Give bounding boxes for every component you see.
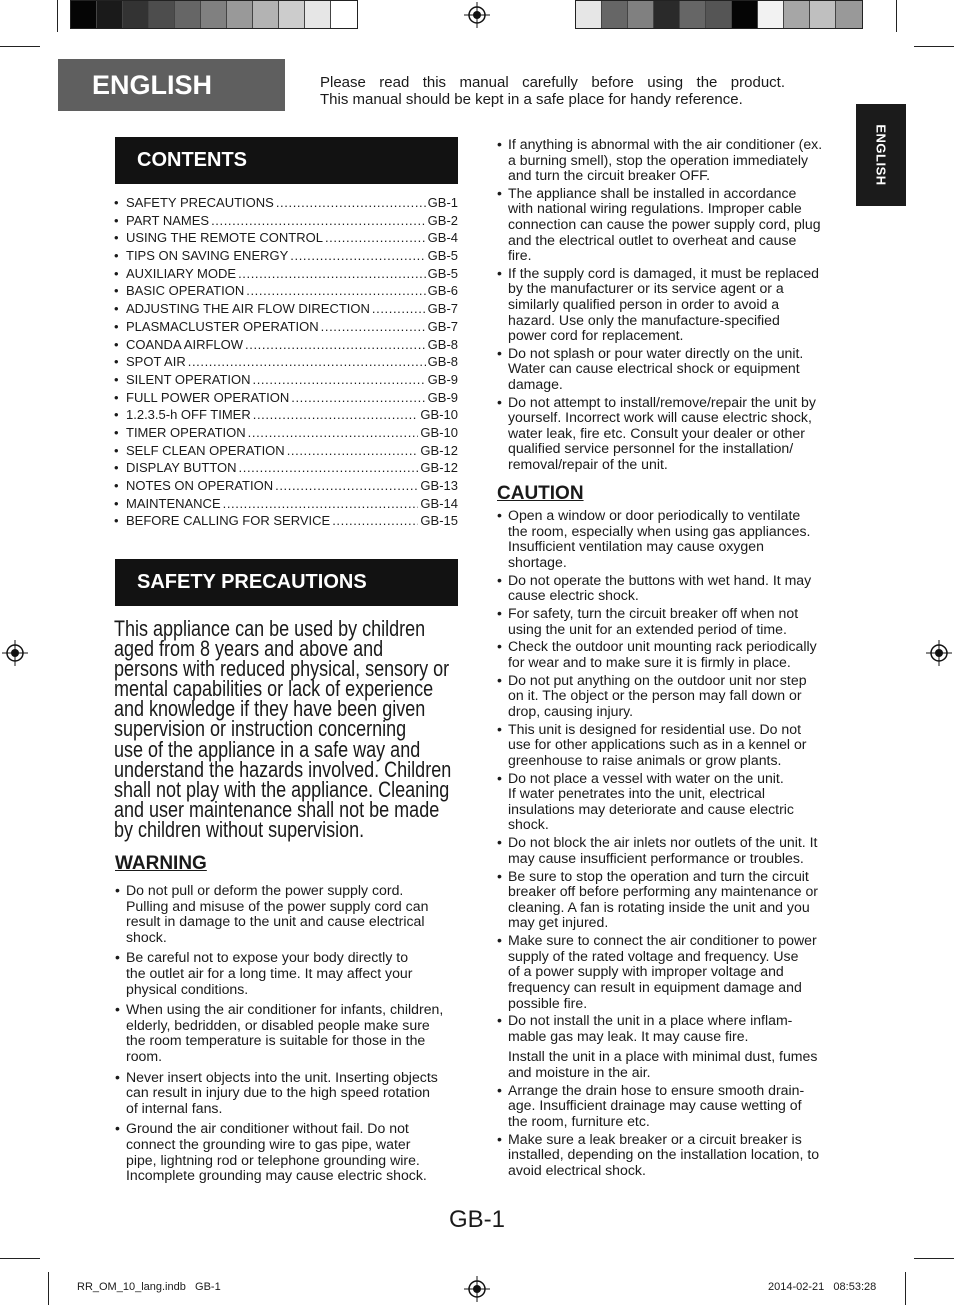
- color-swatch: [706, 1, 732, 28]
- statement-line: persons with reduced physical, sensory or: [114, 656, 450, 682]
- bullet-line: of a power supply with improper voltage and: [508, 963, 784, 980]
- caution-note: [497, 1049, 847, 1080]
- bullet-line: pipe, lightning rod or telephone grounding wire.: [126, 1151, 420, 1168]
- bullet-line: connection can cause the power supply cord, plug: [508, 215, 821, 232]
- side-tab-label: ENGLISH: [873, 124, 889, 186]
- bullet-line: • The appliance shall be installed in accordance: [508, 184, 797, 201]
- language-title: ENGLISH: [58, 59, 285, 111]
- color-bar-left: [70, 0, 358, 29]
- bullet-line: connect the grounding wire to gas pipe, water: [126, 1135, 411, 1152]
- bullet-line: possible fire.: [508, 994, 588, 1011]
- toc-label: BEFORE CALLING FOR SERVICE: [126, 513, 331, 529]
- statement-line: and user maintenance shall not be made: [114, 796, 440, 822]
- color-swatch: [97, 1, 123, 28]
- toc-label: FULL POWER OPERATION: [126, 389, 290, 405]
- crop-mark: [914, 46, 954, 47]
- color-swatch: [628, 1, 654, 28]
- toc-label: DISPLAY BUTTON: [126, 460, 237, 476]
- safety-heading: SAFETY PRECAUTIONS: [115, 559, 458, 606]
- bullet-line: similarly qualified person in order to avoid a: [508, 295, 780, 312]
- color-swatch: [331, 1, 357, 28]
- toc-label: PLASMACLUSTER OPERATION: [126, 318, 319, 334]
- statement-line: shall not play with the appliance. Cleaning: [114, 776, 450, 802]
- bullet-line: result in damage to the unit and cause electrical: [126, 913, 425, 930]
- toc-item: [114, 247, 458, 265]
- bullet-line: power cord for replacement.: [508, 327, 684, 344]
- bullet-item: [497, 346, 847, 393]
- toc-label: SAFETY PRECAUTIONS: [126, 195, 274, 210]
- toc-bullet: •: [114, 212, 119, 228]
- toc-page: GB-13: [420, 478, 458, 493]
- note-line: and moisture in the air.: [508, 1064, 651, 1081]
- toc-page: GB-8: [427, 336, 458, 352]
- color-swatch: [175, 1, 201, 28]
- bullet-line: and the electrical outlet to overheat and cause: [508, 231, 797, 248]
- toc-bullet: •: [114, 495, 119, 511]
- color-swatch: [201, 1, 227, 28]
- warning-list-left: [115, 883, 465, 1189]
- bullet-line: • Do not pull or deform the power supply cord.: [126, 882, 404, 898]
- toc-leader: [287, 442, 419, 460]
- bullet-line: • Do not block the air inlets nor outlets of the unit. It: [508, 834, 818, 851]
- color-swatch: [149, 1, 175, 28]
- toc-leader: [248, 424, 419, 442]
- footer-file-info: RR_OM_10_lang.indb GB-1: [77, 1281, 221, 1293]
- bullet-line: Water can cause electrical shock or equipment: [508, 360, 800, 377]
- bullet-line: a burning smell), stop the operation immediately: [508, 151, 809, 168]
- page-number: GB-1: [449, 1206, 506, 1233]
- toc-page: GB-2: [427, 212, 458, 228]
- crop-mark: [57, 0, 58, 32]
- toc-item: [114, 300, 458, 318]
- toc-item: [114, 336, 458, 354]
- color-swatch: [71, 1, 97, 28]
- bullet-line: • Make sure to connect the air conditioner to power: [508, 932, 817, 949]
- bullet-item: [115, 950, 465, 997]
- bullet-line: frequency can result in equipment damage and: [508, 978, 802, 995]
- bullet-line: • Do not install the unit in a place where inflam-: [508, 1012, 793, 1029]
- toc-bullet: •: [114, 230, 119, 246]
- toc-bullet: •: [114, 442, 119, 458]
- bullet-line: • If anything is abnormal with the air conditioner (ex.: [508, 136, 823, 152]
- toc-bullet: •: [114, 513, 119, 529]
- toc-leader: [245, 336, 426, 354]
- bullet-line: can result in injury due to the high speed rotation: [126, 1084, 430, 1101]
- toc-leader: [372, 300, 426, 318]
- toc-label: BASIC OPERATION: [126, 283, 245, 299]
- toc-page: GB-5: [427, 248, 458, 264]
- bullet-line: • Be sure to stop the operation and turn the circuit: [508, 867, 809, 884]
- bullet-line: • When using the air conditioner for infants, children,: [126, 1001, 444, 1018]
- toc-label: SELF CLEAN OPERATION: [126, 442, 285, 458]
- toc-page: GB-1: [427, 195, 458, 210]
- toc-bullet: •: [114, 424, 119, 440]
- bullet-line: may cause insufficient performance or troubles.: [508, 849, 804, 866]
- bullet-line: installed, depending on the installation location, to: [508, 1146, 820, 1163]
- toc-bullet: •: [114, 195, 119, 210]
- bullet-line: Pulling and misuse of the power supply cord can: [126, 897, 429, 914]
- warning-list-right: [497, 137, 847, 474]
- toc-label: USING THE REMOTE CONTROL: [126, 230, 323, 246]
- crop-mark: [914, 1258, 954, 1259]
- toc-item: [114, 424, 458, 442]
- bullet-item: [497, 1013, 847, 1044]
- children-safety-statement: [114, 616, 466, 842]
- registration-mark-icon: [2, 640, 28, 666]
- intro-text: [320, 74, 785, 108]
- bullet-line: yourself. Incorrect work will cause electric shock,: [508, 409, 812, 426]
- toc-page: GB-14: [420, 495, 458, 511]
- bullet-line: the room, furniture etc.: [508, 1112, 650, 1129]
- crop-mark: [0, 46, 40, 47]
- bullet-line: use for other applications such as in a kennel or: [508, 736, 807, 753]
- statement-line: This appliance can be used by children: [114, 616, 426, 641]
- bullet-item: [497, 606, 847, 637]
- color-swatch: [305, 1, 331, 28]
- bullet-line: • Ground the air conditioner without fail. Do not: [126, 1120, 409, 1137]
- bullet-line: • Be careful not to expose your body directly to: [126, 949, 409, 966]
- bullet-item: [115, 1070, 465, 1117]
- bullet-line: Insufficient ventilation may cause oxygen: [508, 538, 764, 555]
- toc-leader: [211, 212, 426, 230]
- bullet-line: Incomplete grounding may cause electric shock.: [126, 1167, 427, 1184]
- bullet-line: • Do not attempt to install/remove/repair the unit by: [508, 393, 816, 410]
- bullet-item: [497, 508, 847, 570]
- bullet-line: removal/repair of the unit.: [508, 455, 668, 472]
- bullet-line: insulations may deteriorate and cause electric: [508, 800, 794, 817]
- bullet-line: • Never insert objects into the unit. Inserting objects: [126, 1068, 438, 1085]
- color-swatch: [253, 1, 279, 28]
- color-swatch: [836, 1, 862, 28]
- registration-mark-icon: [464, 1276, 490, 1302]
- toc-label: SILENT OPERATION: [126, 371, 251, 387]
- statement-line: understand the hazards involved. Children: [114, 756, 452, 782]
- toc-leader: [325, 229, 426, 247]
- crop-mark: [0, 1258, 40, 1259]
- color-swatch: [602, 1, 628, 28]
- toc-leader: [253, 406, 419, 424]
- toc-item: [114, 477, 458, 495]
- bullet-line: qualified service personnel for the installation/: [508, 440, 794, 457]
- bullet-item: [497, 673, 847, 720]
- toc-label: 1.2.3.5-h OFF TIMER: [126, 407, 251, 423]
- bullet-line: the room temperature is suitable for those in the: [126, 1032, 426, 1049]
- contents-heading: CONTENTS: [115, 137, 458, 184]
- bullet-item: [115, 883, 465, 945]
- toc-page: GB-10: [420, 407, 458, 423]
- toc-page: GB-7: [427, 318, 458, 334]
- toc-leader: [246, 282, 425, 300]
- bullet-line: cause electric shock.: [508, 587, 639, 604]
- bullet-line: • Arrange the drain hose to ensure smooth drain-: [508, 1081, 805, 1098]
- toc-bullet: •: [114, 460, 119, 476]
- toc-leader: [253, 371, 426, 389]
- registration-mark-icon: [926, 640, 952, 666]
- toc-item: [114, 318, 458, 336]
- bullet-line: • Open a window or door periodically to ventilate: [508, 507, 801, 523]
- bullet-line: breaker off before performing any maintenance or: [508, 883, 818, 900]
- color-swatch: [654, 1, 680, 28]
- toc-bullet: •: [114, 318, 119, 334]
- toc-item: [114, 229, 458, 247]
- toc-leader: [188, 353, 426, 371]
- toc-item: [114, 282, 458, 300]
- toc-leader: [276, 194, 426, 212]
- bullet-line: • Check the outdoor unit mounting rack periodically: [508, 638, 817, 655]
- bullet-line: damage.: [508, 375, 563, 392]
- bullet-item: [497, 395, 847, 473]
- toc-label: TIPS ON SAVING ENERGY: [126, 248, 289, 264]
- bullet-item: [497, 1132, 847, 1179]
- bullet-line: using the unit for an extended period of time.: [508, 620, 787, 637]
- color-swatch: [279, 1, 305, 28]
- bullet-line: • Do not operate the buttons with wet hand. It may: [508, 571, 812, 588]
- bullet-item: [497, 639, 847, 670]
- bullet-line: room.: [126, 1047, 163, 1064]
- bullet-line: fire.: [508, 247, 532, 264]
- bullet-item: [497, 137, 847, 184]
- bullet-line: of internal fans.: [126, 1099, 223, 1116]
- bullet-line: shock.: [126, 928, 167, 945]
- crop-mark: [48, 1272, 49, 1305]
- bullet-line: physical conditions.: [126, 980, 249, 997]
- toc-bullet: •: [114, 389, 119, 405]
- bullet-item: [497, 771, 847, 833]
- bullet-line: on it. The object or the person may fall down or: [508, 687, 802, 704]
- statement-line: use of the appliance in a safe way and: [114, 736, 421, 762]
- toc-leader: [321, 318, 426, 336]
- bullet-item: [497, 573, 847, 604]
- note-line: Install the unit in a place with minimal dust, fumes: [508, 1048, 818, 1065]
- bullet-line: with national wiring regulations. Improper cable: [508, 200, 802, 217]
- bullet-item: [115, 1121, 465, 1183]
- toc-page: GB-12: [420, 442, 458, 458]
- toc-label: ADJUSTING THE AIR FLOW DIRECTION: [126, 301, 370, 317]
- bullet-item: [497, 186, 847, 264]
- bullet-line: avoid electrical shock.: [508, 1161, 646, 1178]
- bullet-item: [497, 933, 847, 1011]
- toc-label: TIMER OPERATION: [126, 424, 246, 440]
- toc-leader: [291, 389, 425, 407]
- toc-label: COANDA AIRFLOW: [126, 336, 244, 352]
- bullet-line: • Do not splash or pour water directly on the unit.: [508, 344, 804, 361]
- toc-item: [114, 389, 458, 407]
- bullet-item: [497, 266, 847, 344]
- toc-page: GB-6: [427, 283, 458, 299]
- bullet-line: cleaning. A fan is rotating inside the unit and you: [508, 898, 810, 915]
- caution-heading: CAUTION: [497, 483, 584, 504]
- bullet-line: • Make sure a leak breaker or a circuit breaker is: [508, 1130, 802, 1147]
- bullet-line: water leak, fire etc. Consult your dealer or other: [508, 424, 805, 441]
- toc-bullet: •: [114, 248, 119, 264]
- toc-bullet: •: [114, 371, 119, 387]
- toc-leader: [239, 459, 419, 477]
- bullet-line: supply of the rated voltage and frequency. Use: [508, 947, 799, 964]
- toc-leader: [332, 512, 418, 530]
- language-side-tab: [856, 104, 906, 206]
- toc-item: [114, 459, 458, 477]
- color-swatch: [576, 1, 602, 28]
- toc-item: [114, 406, 458, 424]
- bullet-line: • This unit is designed for residential use. Do not: [508, 720, 801, 737]
- color-swatch: [810, 1, 836, 28]
- bullet-line: greenhouse to raise animals or grow plants.: [508, 751, 782, 768]
- bullet-line: hazard. Use only the manufacture-specified: [508, 311, 780, 328]
- footer-timestamp: 2014-02-21 08:53:28: [768, 1281, 877, 1293]
- toc-page: GB-12: [420, 460, 458, 476]
- toc-item: [114, 371, 458, 389]
- bullet-line: by the manufacturer or its service agent or a: [508, 280, 784, 297]
- crop-mark: [896, 0, 897, 32]
- bullet-item: [497, 1083, 847, 1130]
- toc-bullet: •: [114, 265, 119, 281]
- statement-line: mental capabilities or lack of experience: [114, 676, 434, 702]
- toc-label: PART NAMES: [126, 212, 210, 228]
- bullet-item: [497, 835, 847, 866]
- toc-leader: [238, 265, 426, 283]
- color-swatch: [680, 1, 706, 28]
- bullet-line: • Do not put anything on the outdoor unit nor step: [508, 671, 807, 688]
- toc-page: GB-5: [427, 265, 458, 281]
- toc-page: GB-9: [427, 371, 458, 387]
- toc-item: [114, 512, 458, 530]
- color-bar-right: [575, 0, 863, 29]
- bullet-line: may get injured.: [508, 914, 609, 931]
- bullet-line: the room, especially when using gas appliances.: [508, 522, 811, 539]
- toc-label: MAINTENANCE: [126, 495, 221, 511]
- toc-item: [114, 212, 458, 230]
- table-of-contents: [114, 194, 458, 530]
- intro-line: This manual should be kept in a safe place for handy reference.: [320, 91, 743, 108]
- bullet-line: shortage.: [508, 553, 567, 570]
- crop-mark: [905, 1272, 906, 1305]
- bullet-line: mable gas may leak. It may cause fire.: [508, 1027, 749, 1044]
- color-swatch: [123, 1, 149, 28]
- statement-line: aged from 8 years and above and: [114, 636, 384, 662]
- toc-leader: [290, 247, 425, 265]
- toc-item: [114, 442, 458, 460]
- toc-page: GB-4: [427, 230, 458, 246]
- registration-mark-icon: [464, 2, 490, 28]
- toc-bullet: •: [114, 407, 119, 423]
- bullet-line: • For safety, turn the circuit breaker off when not: [508, 604, 799, 621]
- toc-label: SPOT AIR: [126, 354, 186, 370]
- toc-bullet: •: [114, 336, 119, 352]
- toc-page: GB-9: [427, 389, 458, 405]
- toc-item: [114, 265, 458, 283]
- toc-bullet: •: [114, 478, 119, 493]
- toc-leader: [223, 495, 419, 513]
- bullet-line: • Do not place a vessel with water on the unit.: [508, 769, 784, 786]
- color-swatch: [758, 1, 784, 28]
- bullet-line: If water penetrates into the unit, electrical: [508, 785, 765, 802]
- toc-bullet: •: [114, 354, 119, 370]
- toc-page: GB-10: [420, 424, 458, 440]
- color-swatch: [732, 1, 758, 28]
- intro-line: Please read this manual carefully before using the product.: [320, 74, 785, 91]
- toc-bullet: •: [114, 283, 119, 299]
- statement-line: supervision or instruction concerning: [114, 716, 407, 742]
- bullet-line: • If the supply cord is damaged, it must be replaced: [508, 264, 820, 281]
- bullet-line: shock.: [508, 816, 549, 833]
- color-swatch: [227, 1, 253, 28]
- caution-list: [497, 508, 847, 1181]
- bullet-line: for wear and to make sure it is firmly in place.: [508, 653, 791, 670]
- bullet-item: [497, 869, 847, 931]
- toc-page: GB-7: [427, 301, 458, 317]
- bullet-line: elderly, bedridden, or disabled people make sure: [126, 1016, 430, 1033]
- toc-bullet: •: [114, 301, 119, 317]
- toc-page: GB-15: [420, 513, 458, 529]
- toc-label: AUXILIARY MODE: [126, 265, 237, 281]
- bullet-item: [497, 722, 847, 769]
- bullet-line: the outlet air for a long time. It may affect your: [126, 964, 413, 981]
- statement-line: and knowledge if they have been given: [114, 696, 426, 722]
- toc-page: GB-8: [427, 354, 458, 370]
- statement-line: by children without supervision.: [114, 816, 365, 842]
- color-swatch: [784, 1, 810, 28]
- bullet-line: and turn the circuit breaker OFF.: [508, 167, 711, 184]
- bullet-line: drop, causing injury.: [508, 702, 634, 719]
- toc-item: [114, 495, 458, 513]
- bullet-line: age. Insufficient drainage may cause wetting of: [508, 1097, 802, 1114]
- toc-item: [114, 194, 458, 212]
- toc-leader: [275, 477, 418, 495]
- toc-label: NOTES ON OPERATION: [126, 478, 274, 493]
- toc-item: [114, 353, 458, 371]
- bullet-item: [115, 1002, 465, 1064]
- warning-heading: WARNING: [115, 853, 207, 874]
